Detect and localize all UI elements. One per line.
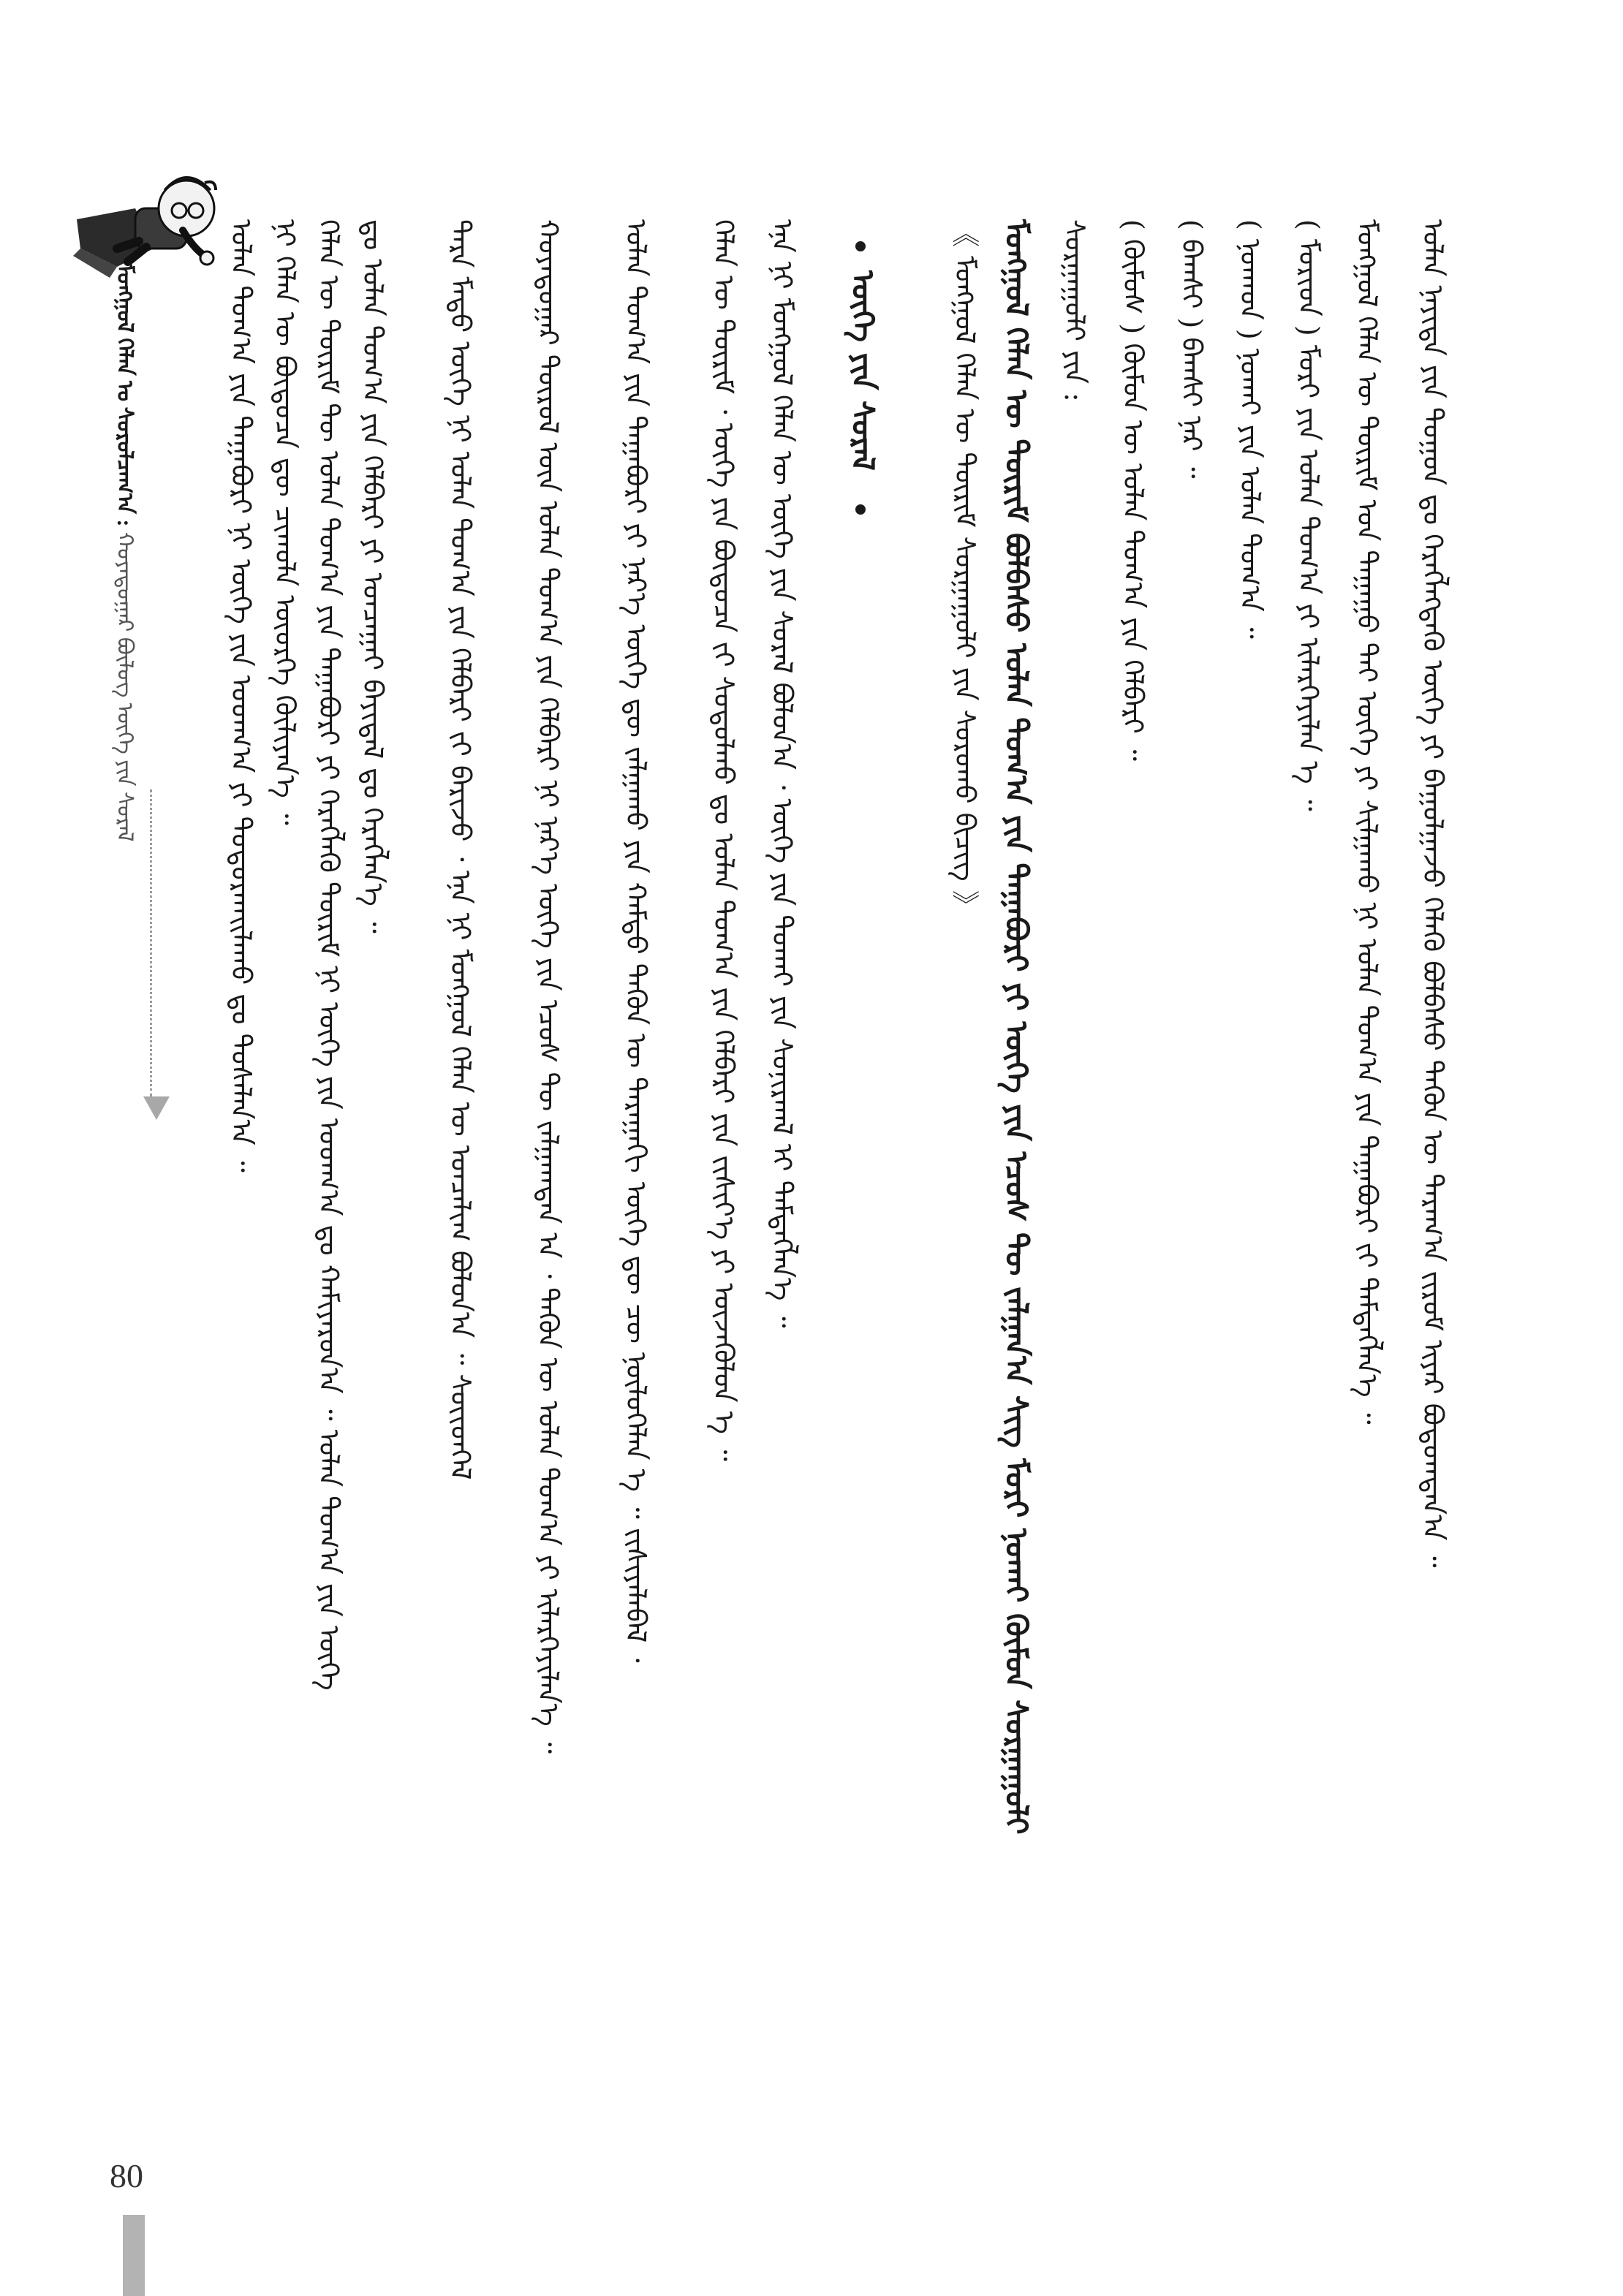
text-column-15: ᠲᠡᠷᠡ ᠮᠡᠲᠦ ᠦᠭᠡ ᠨᠢ ᠣᠯᠠᠨ ᠲᠣᠭ᠎ᠠ ᠶᠢᠨ ᠬᠡᠯᠪᠡᠷᠢ ᠵᠢ ᠪᠠᠷᠢᠵᠤ ᠂ ᠡᠨᠡ ᠨᠢ ᠮᠣᠩᠭᠣᠯ ᠬᠡᠯᠡᠨ ᠦ ᠣᠨᠴᠠᠯᠢᠭ ᠪᠣᠯᠤᠨ᠎ᠠ ᠃ ᠰᠦᠢᠳᠬᠡᠯ <box>444 219 477 1480</box>
text-column-3: ( ᠮᠣᠷᠢᠳ ) ᠮᠣᠷᠢ ᠶᠢᠨ ᠣᠯᠠᠨ ᠲᠣᠭ᠎ᠠ ᠶᠢ ᠢᠯᠡᠷᠬᠡᠶᠢᠯᠡᠨ ᠡ ᠃ <box>1293 219 1325 811</box>
running-header-bold: ᠮᠣᠩᠭᠣᠯ ᠬᠡᠯᠡᠨ ᠤ ᠰᠤᠷᠤᠯᠴᠠᠭ᠎ᠠ : <box>113 263 137 527</box>
text-column-4: ( ᠨᠣᠬᠠᠳ ) ᠨᠣᠬᠠᠢ ᠶᠢᠨ ᠣᠯᠠᠨ ᠲᠣᠭ᠎ᠠ ᠃ <box>1234 219 1266 639</box>
header-dotted-rule <box>150 789 152 1096</box>
text-column-2: ᠮᠣᠩᠭᠣᠯ ᠬᠡᠯᠡᠨ ᠦ ᠳᠦᠷᠢᠮ ᠤᠨ ᠳᠠᠭᠠᠭᠤ ᠲᠠᠢ ᠦᠭᠡ ᠶᠢ ᠰᠢᠯᠭᠠᠬᠤ ᠨᠢ ᠣᠯᠠᠨ ᠲᠣᠭ᠎ᠠ ᠶᠢᠨ ᠳᠠᠭᠠᠪᠤᠷᠢ ᠵᠢ ᠲᠡᠮᠳᠡᠭᠯᠡᠨ᠎ᠡ ᠃ <box>1351 219 1383 1425</box>
text-column-19: ᠣᠯᠠᠨ ᠲᠣᠭ᠎ᠠ ᠶᠢᠨ ᠳᠠᠭᠠᠪᠤᠷᠢ ᠨᠢ ᠦᠭᠡ ᠶᠢᠨ ᠤᠳᠬ᠎ᠠ ᠶᠢ ᠲᠣᠳᠣᠷᠬᠠᠢᠯᠠᠬᠤ ᠳᠤ ᠲᠤᠰᠠᠯᠠᠨ᠎ᠠ ᠃ <box>225 219 257 1172</box>
text-column-5: ( ᠪᠠᠭᠰᠢ ) ᠪᠠᠭᠰᠢ ᠨᠠᠷ ᠃ <box>1176 219 1208 479</box>
text-column-18: ᠨᠢ ᠬᠡᠯᠡᠨ ᠦ ᠪᠦᠲᠦᠴᠡ ᠳᠦ ᠴᠢᠬᠤᠯᠠ ᠦᠦᠷᠭᠡ ᠬᠦᠯᠢᠶᠡᠨ᠎ᠡ ᠃ <box>269 219 301 825</box>
text-column-12: ᠬᠡᠯᠡᠨ ᠦ ᠳᠦᠷᠢᠮ ᠂ ᠦᠭᠡ ᠶᠢᠨ ᠪᠦᠲᠦᠴᠡ ᠵᠢ ᠰᠤᠳᠤᠯᠬᠤ ᠳᠤ ᠣᠯᠠᠨ ᠲᠣᠭ᠎ᠠ ᠶᠢᠨ ᠬᠡᠯᠪᠡᠷᠢ ᠶᠢᠨ ᠵᠢᠰᠢᠶ᠎ᠡ ᠶᠢ ᠦᠵᠡᠭᠦᠯᠦᠨ ᠡ ᠃ <box>708 219 740 1462</box>
section-bullet-top <box>855 241 866 251</box>
text-column-9: 《 ᠮᠣᠩᠭᠣᠯ ᠬᠡᠯᠡᠨ ᠦ ᠳᠦᠷᠢᠮ ᠰᠤᠷᠭᠠᠭᠤᠯᠢ ᠶᠢᠨ ᠰᠤᠷᠤᠬᠤ ᠪᠢᠴᠢᠭ 》 <box>949 219 981 918</box>
running-header <box>110 263 139 842</box>
running-header-rest: ᠬᠣᠶᠠᠳᠤᠭᠠᠷ ᠪᠦᠯᠦᠭ ᠦᠭᠡ ᠶᠢᠨ ᠰᠤᠷᠠᠯ <box>113 531 137 842</box>
mascot-illustration <box>66 139 219 285</box>
page-edge-tab <box>123 2215 145 2296</box>
text-column-6: ( ᠬᠦᠮᠦᠰ ) ᠬᠦᠮᠦᠨ ᠦ ᠣᠯᠠᠨ ᠲᠣᠭ᠎ᠠ ᠶᠢᠨ ᠬᠡᠯᠪᠡᠷᠢ ᠃ <box>1117 219 1149 762</box>
text-column-16: ᠳᠤ ᠣᠯᠠᠨ ᠲᠣᠭ᠎ᠠ ᠶᠢᠨ ᠬᠡᠯᠪᠡᠷᠢ ᠶᠢ ᠣᠨᠴᠠᠭᠠᠢ ᠪᠠᠶᠢᠳᠠᠯ ᠳᠤ ᠬᠡᠷᠡᠭᠯᠡᠨ᠎ᠡ ᠃ <box>357 219 389 933</box>
page-number: 80 <box>110 2157 143 2194</box>
header-triangle-marker <box>143 1096 170 1120</box>
text-column-11: ᠡᠨᠡ ᠨᠢ ᠮᠣᠩᠭᠣᠯ ᠬᠡᠯᠡᠨ ᠦ ᠦᠭᠡ ᠶᠢᠨ ᠰᠤᠷᠠᠯ ᠪᠣᠯᠤᠨ᠎ᠠ ᠂ ᠦᠭᠡ ᠶᠢᠨ ᠲᠤᠬᠠᠢ ᠶᠢᠨ ᠰᠣᠨᠢᠷᠬᠠᠯ ᠢ ᠲᠡᠮᠳᠡᠭᠯᠡᠨ᠎ᠡ ᠃ <box>766 219 798 1328</box>
section-bullet-bottom <box>855 504 866 515</box>
text-column-1: ᠣᠯᠠᠨ ᠨᠡᠶᠢᠲᠡ ᠶᠢᠨ ᠲᠣᠭᠣᠨ ᠳᠤ ᠬᠡᠷᠡᠭᠯᠡᠭᠳᠡᠬᠦ ᠦᠭᠡ ᠶᠢ ᠪᠠᠭᠤᠯᠭᠠᠵᠤ ᠬᠡᠯᠡᠬᠦ ᠪᠣᠯᠪᠠᠰᠤ ᠲᠡᠭᠦᠨ ᠦ ᠳᠠᠷᠠᠭ᠎ᠠ ᠵᠢᠷᠤᠮ ᠢᠶᠡᠷ ᠪᠣᠳᠣᠭᠳᠠᠨ᠎ᠠ ᠃ <box>1417 219 1449 1568</box>
section-heading: ᠦᠭᠡ ᠶᠢᠨ ᠰᠤᠷᠠᠯ <box>845 270 881 471</box>
text-column-7: ᠰᠤᠷᠭᠠᠭᠤᠯᠢ ᠶᠢᠨ : <box>1059 219 1091 402</box>
text-column-13: ᠣᠯᠠᠨ ᠲᠣᠭ᠎ᠠ ᠶᠢᠨ ᠳᠠᠭᠠᠪᠤᠷᠢ ᠶᠢ ᠨᠡᠷ᠎ᠡ ᠦᠭᠡ ᠳᠦ ᠵᠠᠯᠭᠠᠬᠤ ᠶᠢᠨ ᠬᠠᠮᠲᠤ ᠲᠡᠭᠦᠨ ᠦ ᠳᠠᠷᠠᠭᠠᠬᠢ ᠦᠭᠡ ᠳᠦ ᠴᠦ ᠨᠥᠯᠦᠭᠡᠯᠡᠨ ᠡ ᠃ ᠵᠢᠱᠢᠶᠡᠯᠡᠪᠡᠯ ᠂ <box>620 219 652 1663</box>
text-column-17: ᠬᠡᠯᠡᠨ ᠦ ᠳᠦᠷᠢᠮ ᠲᠦ ᠣᠯᠠᠨ ᠲᠣᠭ᠎ᠠ ᠶᠢᠨ ᠳᠠᠭᠠᠪᠤᠷᠢ ᠶᠢ ᠬᠡᠷᠡᠭᠯᠡᠬᠦ ᠳᠦᠷᠢᠮ ᠨᠢ ᠦᠭᠡ ᠶᠢᠨ ᠤᠳᠬ᠎ᠠ ᠳᠤ ᠬᠠᠮᠢᠶᠠᠷᠤᠨ᠎ᠠ ᠃ ᠣᠯᠠᠨ ᠲᠣᠭ᠎ᠠ ᠶᠢᠨ ᠦᠭᠡ <box>313 219 345 1691</box>
text-column-8: ᠮᠣᠩᠭᠣᠯ ᠬᠡᠯᠡᠨ ᠦ ᠳᠦᠷᠢᠮ ᠪᠣᠯᠪᠠᠰᠤ ᠣᠯᠠᠨ ᠲᠣᠭ᠎ᠠ ᠶᠢᠨ ᠳᠠᠭᠠᠪᠤᠷᠢ ᠶᠢ ᠦᠭᠡ ᠶᠢᠨ ᠡᠴᠦᠰ ᠲᠦ ᠵᠠᠯᠭᠠᠨ᠎ᠠ ᠰᠢᠭ ᠮᠣᠷᠢ ᠨᠣᠬᠠᠢ ᠬᠦᠮᠦᠨ ᠰᠤᠷᠭᠠᠭᠤᠯᠢ <box>999 219 1034 1835</box>
text-column-14: ᠬᠣᠶᠠᠳᠤᠭᠠᠷ ᠲᠥᠷᠦᠯ ᠦᠨ ᠣᠯᠠᠨ ᠲᠣᠭ᠎ᠠ ᠶᠢᠨ ᠬᠡᠯᠪᠡᠷᠢ ᠨᠢ ᠨᠡᠷ᠎ᠡ ᠦᠭᠡ ᠶᠢᠨ ᠡᠴᠦᠰ ᠲᠦ ᠵᠠᠯᠭᠠᠭᠳᠠᠨ ᠠ ᠂ ᠲᠡᠭᠦᠨ ᠦ ᠣᠯᠠᠨ ᠲᠣᠭ᠎ᠠ ᠶᠢ ᠢᠯᠡᠷᠬᠡᠶᠢᠯᠡᠨ᠎ᠡ ᠃ <box>532 219 564 1754</box>
